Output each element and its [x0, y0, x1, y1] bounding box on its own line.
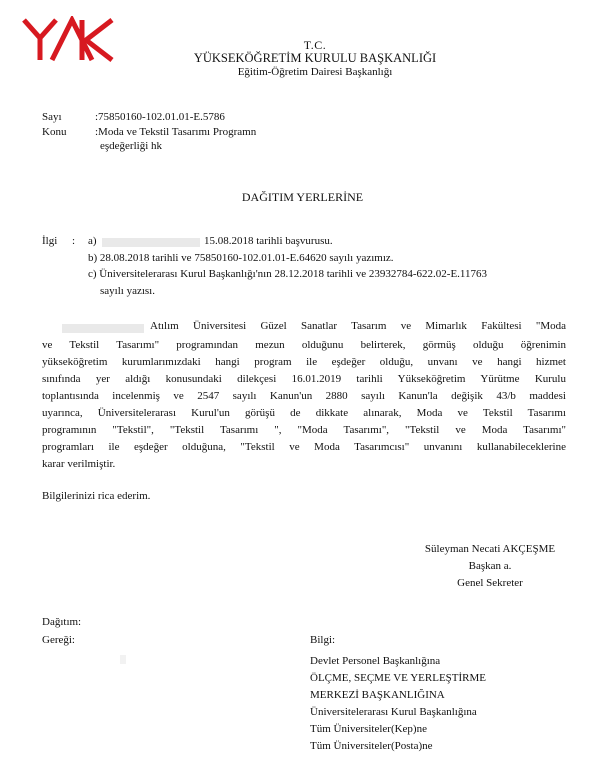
ilgi-a-text: 15.08.2018 tarihli başvurusu.: [204, 235, 333, 247]
body-line-8: programları ile eşdeğer olduğuna, "Tekstil ve Moda Tasarımcısı" unvanını kullanabileceklerine: [42, 441, 566, 453]
bilgi-item: Tüm Üniversiteler(Posta)ne: [310, 740, 433, 752]
bilgi-item: Devlet Personel Başkanlığına: [310, 655, 441, 667]
body-line-5: toplantısında incelenmiş ve 2547 sayılı Kanun'un 2880 sayılı Kanun'la değişik 43/b maddesi: [42, 390, 566, 402]
bilgi-item: Üniversitelerarası Kurul Başkanlığına: [310, 706, 477, 718]
geregi-label: Gereği:: [42, 634, 75, 646]
body-line-6: uyarınca, Üniversitelerarası Kurul'un görüşü de dikkate alınarak, Moda ve Tekstil Tasarımı: [42, 407, 566, 419]
konu-label: Konu: [42, 126, 67, 138]
body-line-7: programının "Tekstil", "Tekstil Tasarımı ", "Moda Tasarımı", "Tekstil ve Moda Tasarımı": [42, 424, 566, 436]
distribution-label: Dağıtım:: [42, 616, 82, 628]
recipient-title: DAĞITIM YERLERİNE: [241, 190, 364, 204]
konu-value-line1: :Moda ve Tekstil Tasarımı Programn: [95, 126, 257, 138]
signatory-role-2: Genel Sekreter: [457, 577, 523, 589]
sayi-label: Sayı: [42, 111, 62, 123]
body-line-4: sınıfında yer aldığı konusundaki dilekçesi 16.01.2019 tarihli Yükseköğretim Yürütme Kurulu: [42, 373, 566, 385]
body-line-2: ve Tekstil Tasarımı" programından mezun olduğunu belirterek, görmüş olduğu öğrenimin: [42, 339, 566, 351]
redacted-name: [102, 238, 200, 247]
redacted-applicant: [62, 324, 144, 333]
ilgi-c-text-line2: sayılı yazısı.: [100, 285, 155, 297]
signatory-role-1: Başkan a.: [468, 560, 512, 572]
body-line-3: yükseköğretim kurumlarımızdaki hangi program ile eşdeğer olduğu, unvanı ve hangi hizmet: [42, 356, 566, 368]
bilgi-item: MERKEZİ BAŞKANLIĞINA: [310, 689, 445, 701]
sayi-value: :75850160-102.01.01-E.5786: [95, 111, 225, 123]
ilgi-c-text-line1: c) Üniversitelerarası Kurul Başkanlığı'nın 28.12.2018 tarihli ve 23932784-622.02-E.11763: [88, 268, 488, 280]
ilgi-label: İlgi: [42, 235, 58, 247]
signatory-name: Süleyman Necati AKÇEŞME: [424, 543, 556, 555]
header-department: Eğitim-Öğretim Dairesi Başkanlığı: [237, 66, 393, 78]
redacted-geregi: [120, 655, 126, 664]
body-line-1: Atılım Üniversitesi Güzel Sanatlar Tasarım ve Mimarlık Fakültesi "Moda: [150, 320, 566, 332]
closing-text: Bilgilerinizi rica ederim.: [42, 490, 151, 502]
ilgi-b-text: b) 28.08.2018 tarihli ve 75850160-102.01.01-E.64620 sayılı yazımız.: [88, 252, 394, 264]
bilgi-label: Bilgi:: [310, 634, 336, 646]
konu-value-line2: eşdeğerliği hk: [100, 140, 163, 152]
body-line-9: karar verilmiştir.: [42, 458, 116, 470]
bilgi-item: ÖLÇME, SEÇME VE YERLEŞTİRME: [310, 672, 487, 684]
yok-logo: [20, 16, 116, 62]
header-institution: YÜKSEKÖĞRETİM KURULU BAŞKANLIĞI: [193, 51, 437, 65]
header-tc: T.C.: [303, 38, 327, 52]
bilgi-item: Tüm Üniversiteler(Kep)ne: [310, 723, 427, 735]
ilgi-a-prefix: a): [88, 235, 97, 247]
ilgi-colon: :: [72, 235, 76, 247]
logo-stroke-y: [24, 20, 56, 38]
